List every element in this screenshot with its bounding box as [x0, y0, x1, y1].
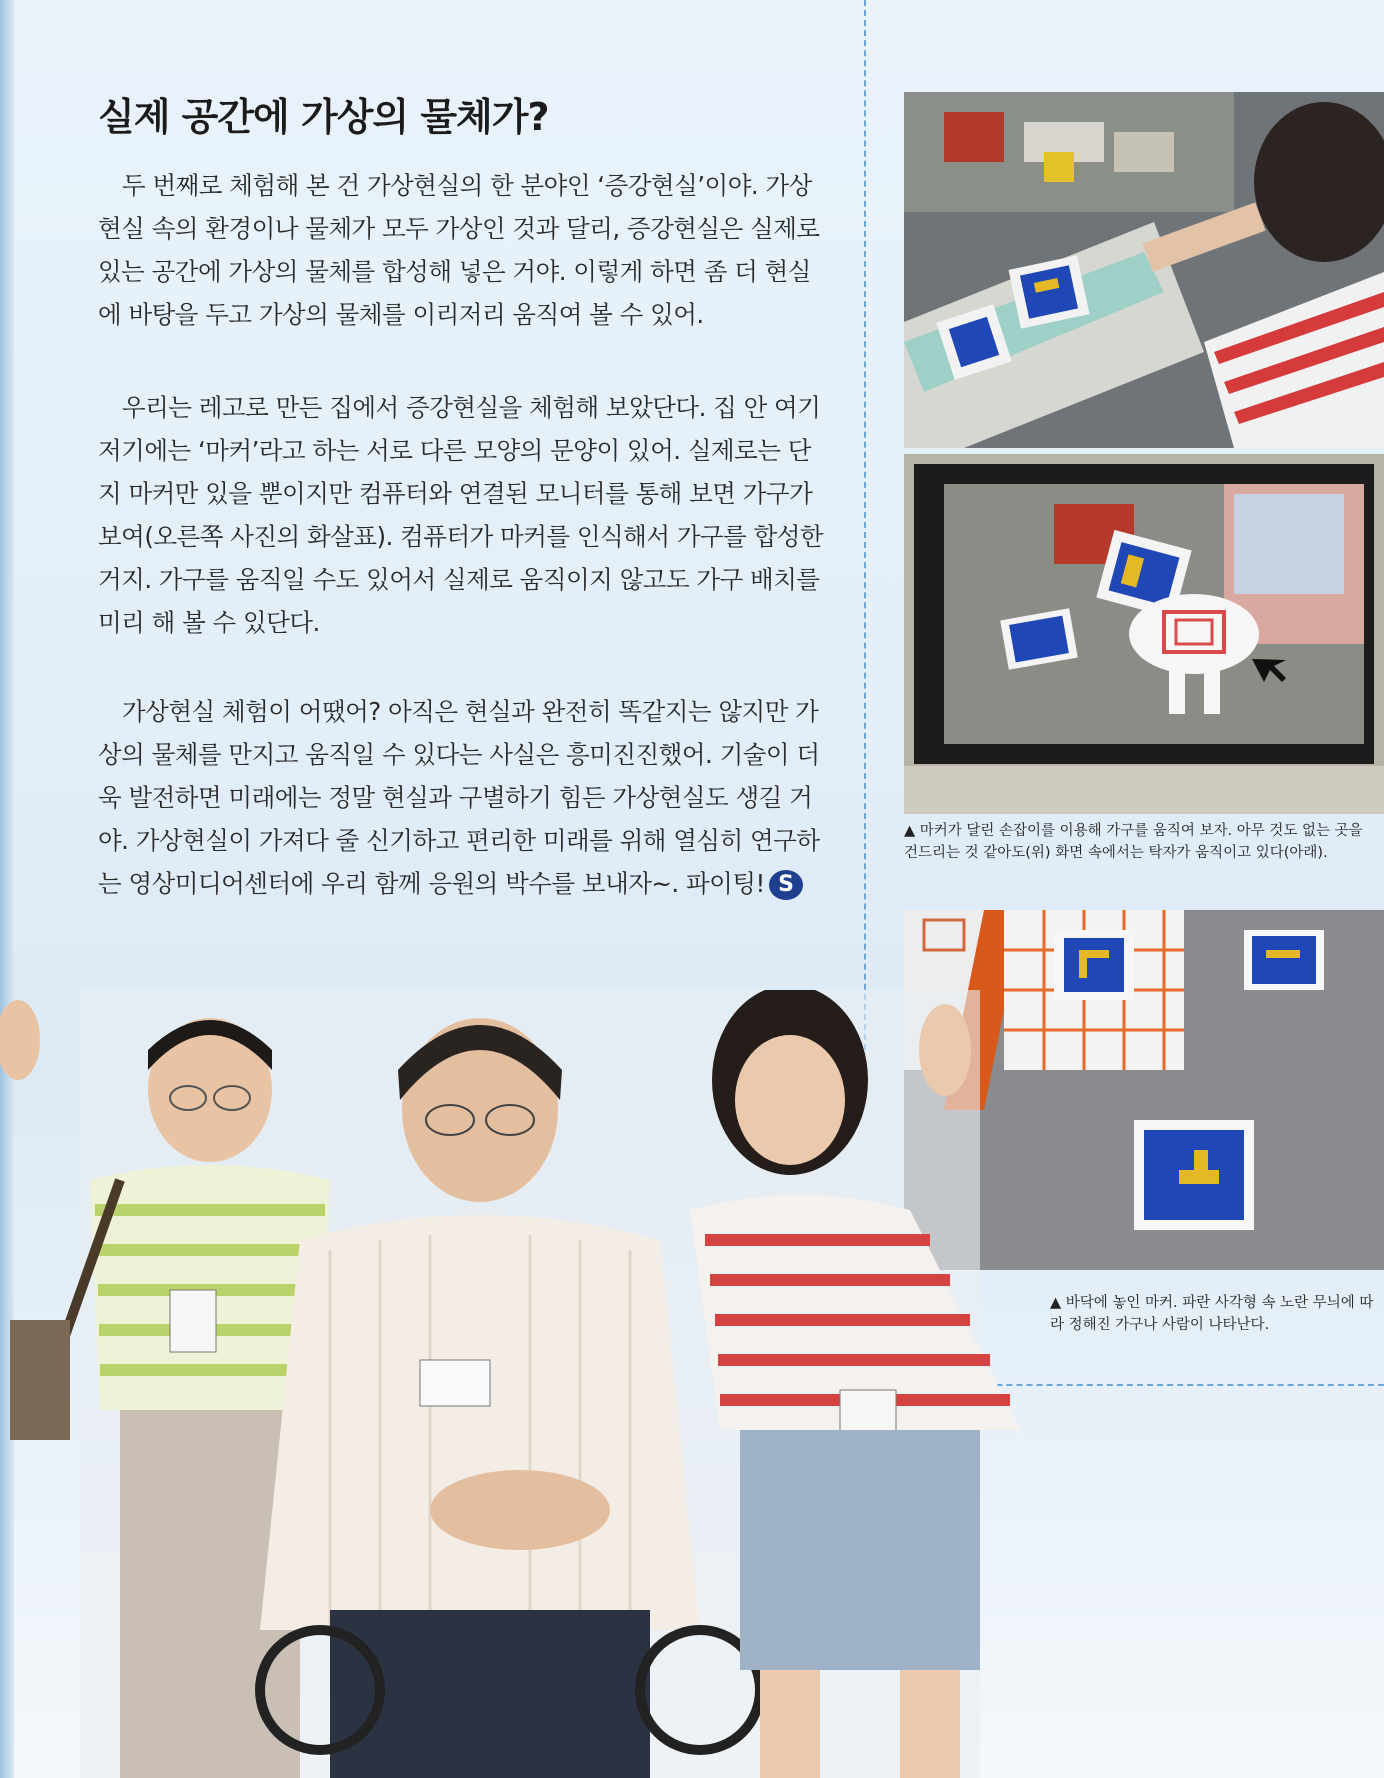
photo-illustration [904, 92, 1384, 448]
magazine-logo-icon: S [769, 870, 803, 900]
photo-caption-1: ▲ 마커가 달린 손잡이를 이용해 가구를 움직여 보자. 아무 것도 없는 곳을 건드리는 것 같아도(위) 화면 속에서는 탁자가 움직이고 있다(아래). [904, 823, 1363, 861]
group-photo-visitors-and-researcher [0, 990, 1080, 1778]
photo-illustration [904, 454, 1384, 814]
paragraph-text-content: 가상현실 체험이 어땠어? 아직은 현실과 완전히 똑같지는 않지만 가상의 물체를 만지고 움직일 수 있다는 사실은 흥미진진했어. 기술이 더욱 발전하면 미래에는 정말 현실과 구별하기 힘든 가상현실도 생길 거야. 가상현실이 가져다 줄 신기하고 편리한 미래를 위해 열심히 연구하는 영상미디어센터에 우리 함께 응원의 박수를 보내자~. 파이팅! [98, 697, 820, 898]
body-paragraph-3 [98, 690, 828, 905]
body-paragraph-2 [98, 386, 828, 644]
photo-monitor-virtual-table [904, 454, 1384, 814]
body-paragraph-1 [98, 164, 828, 336]
paragraph-text: 두 번째로 체험해 본 건 가상현실의 한 분야인 ‘증강현실’이야. 가상현실 속의 환경이나 물체가 모두 가상인 것과 달리, 증강현실은 실제로 있는 공간에 가상의 물체를 합성해 넣은 거야. 이렇게 하면 좀 더 현실에 바탕을 두고 가상의 물체를 이리저리 움직여 볼 수 있어. [98, 171, 820, 329]
paragraph-text [98, 690, 828, 905]
column-divider [864, 0, 866, 1050]
paragraph-text: 우리는 레고로 만든 집에서 증강현실을 체험해 보았단다. 집 안 여기저기에는 ‘마커’라고 하는 서로 다른 모양의 문양이 있어. 실제로는 단지 마커만 있을 뿐이지만 컴퓨터와 연결된 모니터를 통해 보면 가구가 보여(오른쪽 사진의 화살표). 컴퓨터가 마커를 인식해서 가구를 합성한 거지. 가구를 움직일 수도 있어서 실제로 움직이지 않고도 가구 배치를 미리 해 볼 수 있단다. [98, 393, 824, 637]
photo-caption-2: ▲ 바닥에 놓인 마커. 파란 사각형 속 노란 무늬에 따라 정해진 가구나 사람이 나타난다. [1050, 1295, 1374, 1333]
photo-illustration [0, 990, 1080, 1778]
photo-child-using-marker [904, 92, 1384, 448]
section-heading: 실제 공간에 가상의 물체가? [98, 95, 549, 139]
